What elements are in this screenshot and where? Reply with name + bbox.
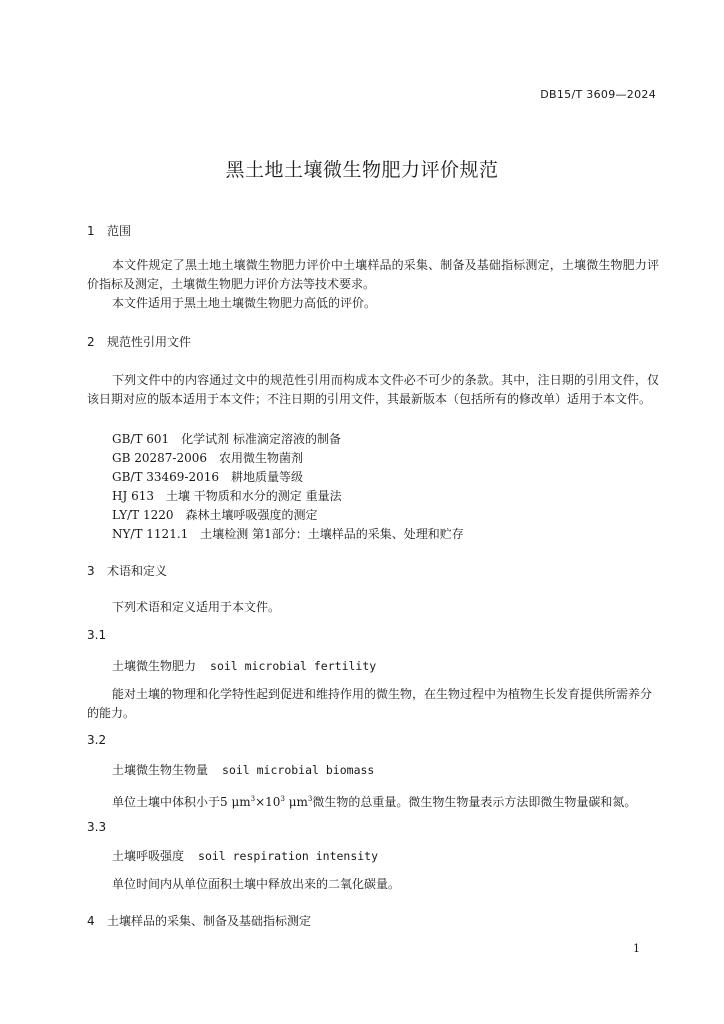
term-en: soil microbial fertility	[210, 659, 377, 673]
section-title: 术语和定义	[107, 564, 168, 578]
terms-intro: 下列术语和定义适用于本文件。	[112, 600, 281, 614]
section-number: 3	[87, 564, 95, 578]
term-number: 3.2	[87, 733, 107, 747]
term-zh: 土壤微生物生物量	[112, 763, 209, 777]
section-number: 4	[87, 914, 95, 928]
document-title: 黑土地土壤微生物肥力评价规范	[225, 159, 499, 181]
section-number: 1	[87, 224, 95, 238]
term-en: soil microbial biomass	[222, 763, 375, 777]
reference-item: GB 20287-2006 农用微生物菌剂	[112, 451, 303, 465]
superscript: 3	[307, 795, 313, 803]
reference-item: GB/T 601 化学试剂 标准滴定溶液的制备	[112, 432, 341, 446]
term-heading	[112, 657, 376, 674]
term-zh: 土壤呼吸强度	[112, 849, 185, 863]
definition-text: 微生物的总重量。微生物生物量表示方法即微生物量碳和氮。	[312, 795, 637, 809]
term-number: 3.3	[87, 820, 107, 834]
section-2-heading	[87, 333, 191, 350]
term-heading	[112, 847, 378, 864]
normative-references-paragraph: 下列文件中的内容通过文中的规范性引用而构成本文件必不可少的条款。其中，注日期的引用文件，仅该日期对应的版本适用于本文件；不注日期的引用文件，其最新版本（包括所有的修改单）适用于本文件。	[87, 373, 659, 406]
definition-text: μm	[284, 795, 308, 809]
term-definition: 单位时间内从单位面积土壤中释放出来的二氧化碳量。	[112, 877, 401, 891]
term-en: soil respiration intensity	[198, 849, 379, 863]
term-heading	[112, 761, 374, 778]
section-title: 范围	[107, 224, 132, 238]
term-zh: 土壤微生物肥力	[112, 659, 197, 673]
superscript: 3	[250, 795, 256, 803]
reference-item: LY/T 1220 森林土壤呼吸强度的测定	[112, 508, 318, 522]
definition-text: ×10	[255, 795, 281, 809]
reference-item: NY/T 1121.1 土壤检测 第1部分：土壤样品的采集、处理和贮存	[112, 527, 464, 541]
section-1-heading	[87, 222, 131, 239]
section-number: 2	[87, 335, 95, 349]
reference-item: HJ 613 土壤 干物质和水分的测定 重量法	[112, 489, 342, 503]
scope-paragraph: 本文件规定了黑土地土壤微生物肥力评价中土壤样品的采集、制备及基础指标测定，土壤微生物肥力评价指标及测定，土壤微生物肥力评价方法等技术要求。	[87, 258, 659, 291]
superscript: 3	[280, 795, 285, 803]
section-4-heading	[87, 912, 311, 929]
section-title: 规范性引用文件	[107, 335, 192, 349]
section-3-heading	[87, 562, 167, 579]
page-number: 1	[633, 942, 640, 955]
scope-applicability: 本文件适用于黑土地土壤微生物肥力高低的评价。	[112, 296, 377, 310]
term-number: 3.1	[87, 628, 107, 642]
term-definition	[87, 790, 659, 812]
section-title: 土壤样品的采集、制备及基础指标测定	[107, 914, 312, 928]
definition-text: 单位土壤中体积小于5 μm	[112, 795, 251, 809]
term-definition: 能对土壤的物理和化学特性起到促进和维持作用的微生物，在生物过程中为植物生长发育提供所需养分的能力。	[87, 687, 653, 720]
reference-item: GB/T 33469-2016 耕地质量等级	[112, 470, 304, 484]
standard-number: DB15/T 3609—2024	[540, 88, 656, 101]
